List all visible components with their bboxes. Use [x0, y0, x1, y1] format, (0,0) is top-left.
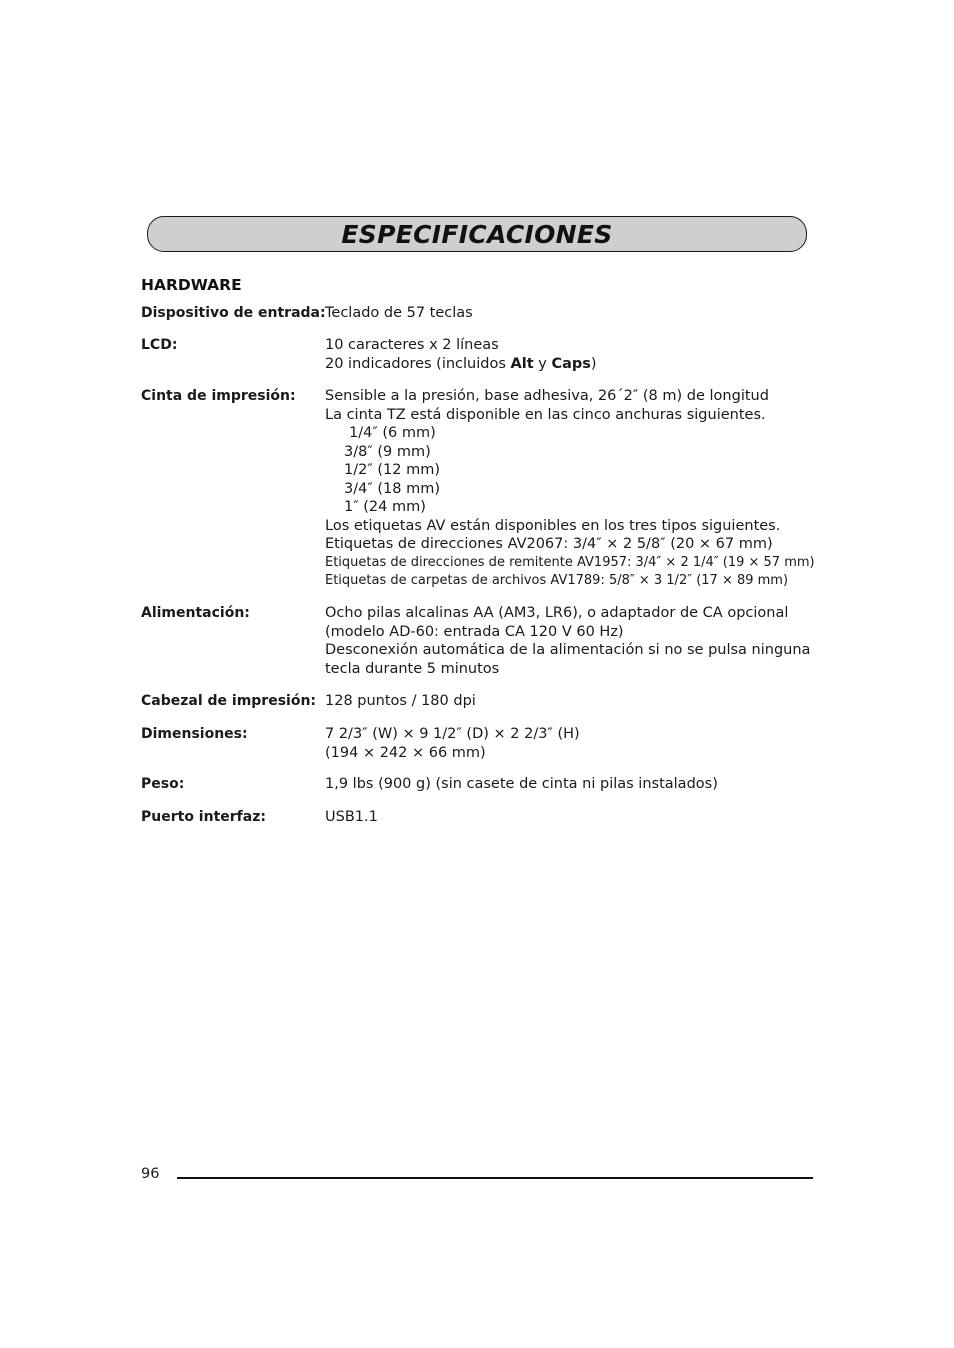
- spec-value: 128 puntos / 180 dpi: [325, 693, 476, 709]
- spec-value: [325, 336, 821, 373]
- spec-line: Los etiquetas AV están disponibles en los tres tipos siguientes.: [325, 517, 781, 534]
- spec-line: (194 × 242 × 66 mm): [325, 744, 486, 761]
- spec-value: 1,9 lbs (900 g) (sin casete de cinta ni pilas instalados): [325, 776, 718, 792]
- spec-label: Cabezal de impresión:: [141, 693, 317, 709]
- spec-label: Cinta de impresión:: [141, 388, 296, 404]
- spec-row-lcd: [141, 336, 821, 373]
- section-heading-hardware: HARDWARE: [141, 276, 242, 294]
- spec-value: [325, 725, 821, 762]
- spec-value: [325, 604, 821, 678]
- tape-width-item: 3/8″ (9 mm): [344, 443, 431, 460]
- tape-width-item: 1/2″ (12 mm): [344, 462, 440, 478]
- spec-line: 20 indicadores (incluidos Alt y Caps): [325, 355, 597, 372]
- spec-line: (modelo AD-60: entrada CA 120 V 60 Hz): [325, 623, 624, 640]
- spec-value: [325, 387, 821, 591]
- page-title: ESPECIFICACIONES: [341, 220, 613, 249]
- page-number: 96: [141, 1166, 160, 1182]
- spec-line: La cinta TZ está disponible en las cinco anchuras siguientes.: [325, 406, 766, 423]
- tape-width-item: 3/4″ (18 mm): [344, 480, 440, 497]
- spec-line: 7 2/3″ (W) × 9 1/2″ (D) × 2 2/3″ (H): [325, 726, 580, 742]
- spec-line: Ocho pilas alcalinas AA (AM3, LR6), o adaptador de CA opcional: [325, 605, 789, 621]
- spec-value: USB1.1: [325, 809, 378, 825]
- spec-line: Etiquetas de direcciones de remitente AV1957: 3/4″ × 2 1/4″ (19 × 57 mm): [325, 554, 815, 570]
- spec-row-power: [141, 604, 821, 678]
- spec-label: LCD:: [141, 337, 178, 353]
- spec-row-input: [141, 304, 821, 323]
- spec-line: Etiquetas de carpetas de archivos AV1789: 5/8″ × 3 1/2″ (17 × 89 mm): [325, 573, 789, 588]
- caps-key-label: Caps: [551, 355, 591, 372]
- spec-label: Alimentación:: [141, 605, 250, 621]
- spec-row-weight: [141, 775, 821, 794]
- tape-width-item: 1″ (24 mm): [344, 499, 426, 515]
- spec-line: 10 caracteres x 2 líneas: [325, 337, 499, 353]
- spec-label: Peso:: [141, 776, 185, 792]
- spec-label: Puerto interfaz:: [141, 809, 266, 825]
- spec-line: Sensible a la presión, base adhesiva, 26´2″ (8 m) de longitud: [325, 388, 769, 404]
- spec-line: tecla durante 5 minutos: [325, 660, 500, 677]
- title-banner: [147, 216, 807, 252]
- spec-row-tape: [141, 387, 821, 591]
- alt-key-label: Alt: [510, 355, 534, 372]
- spec-label: Dispositivo de entrada:: [141, 305, 326, 321]
- spec-line: Etiquetas de direcciones AV2067: 3/4″ × 2 5/8″ (20 × 67 mm): [325, 536, 773, 552]
- spec-row-printhead: [141, 692, 821, 711]
- spec-label: Dimensiones:: [141, 726, 248, 742]
- spec-value: Teclado de 57 teclas: [325, 305, 473, 321]
- spec-line: Desconexión automática de la alimentación si no se pulsa ninguna: [325, 642, 811, 658]
- tape-width-item: 1/4″ (6 mm): [349, 425, 436, 441]
- footer-divider: [177, 1177, 813, 1179]
- spec-row-port: [141, 808, 821, 827]
- spec-row-dimensions: [141, 725, 821, 762]
